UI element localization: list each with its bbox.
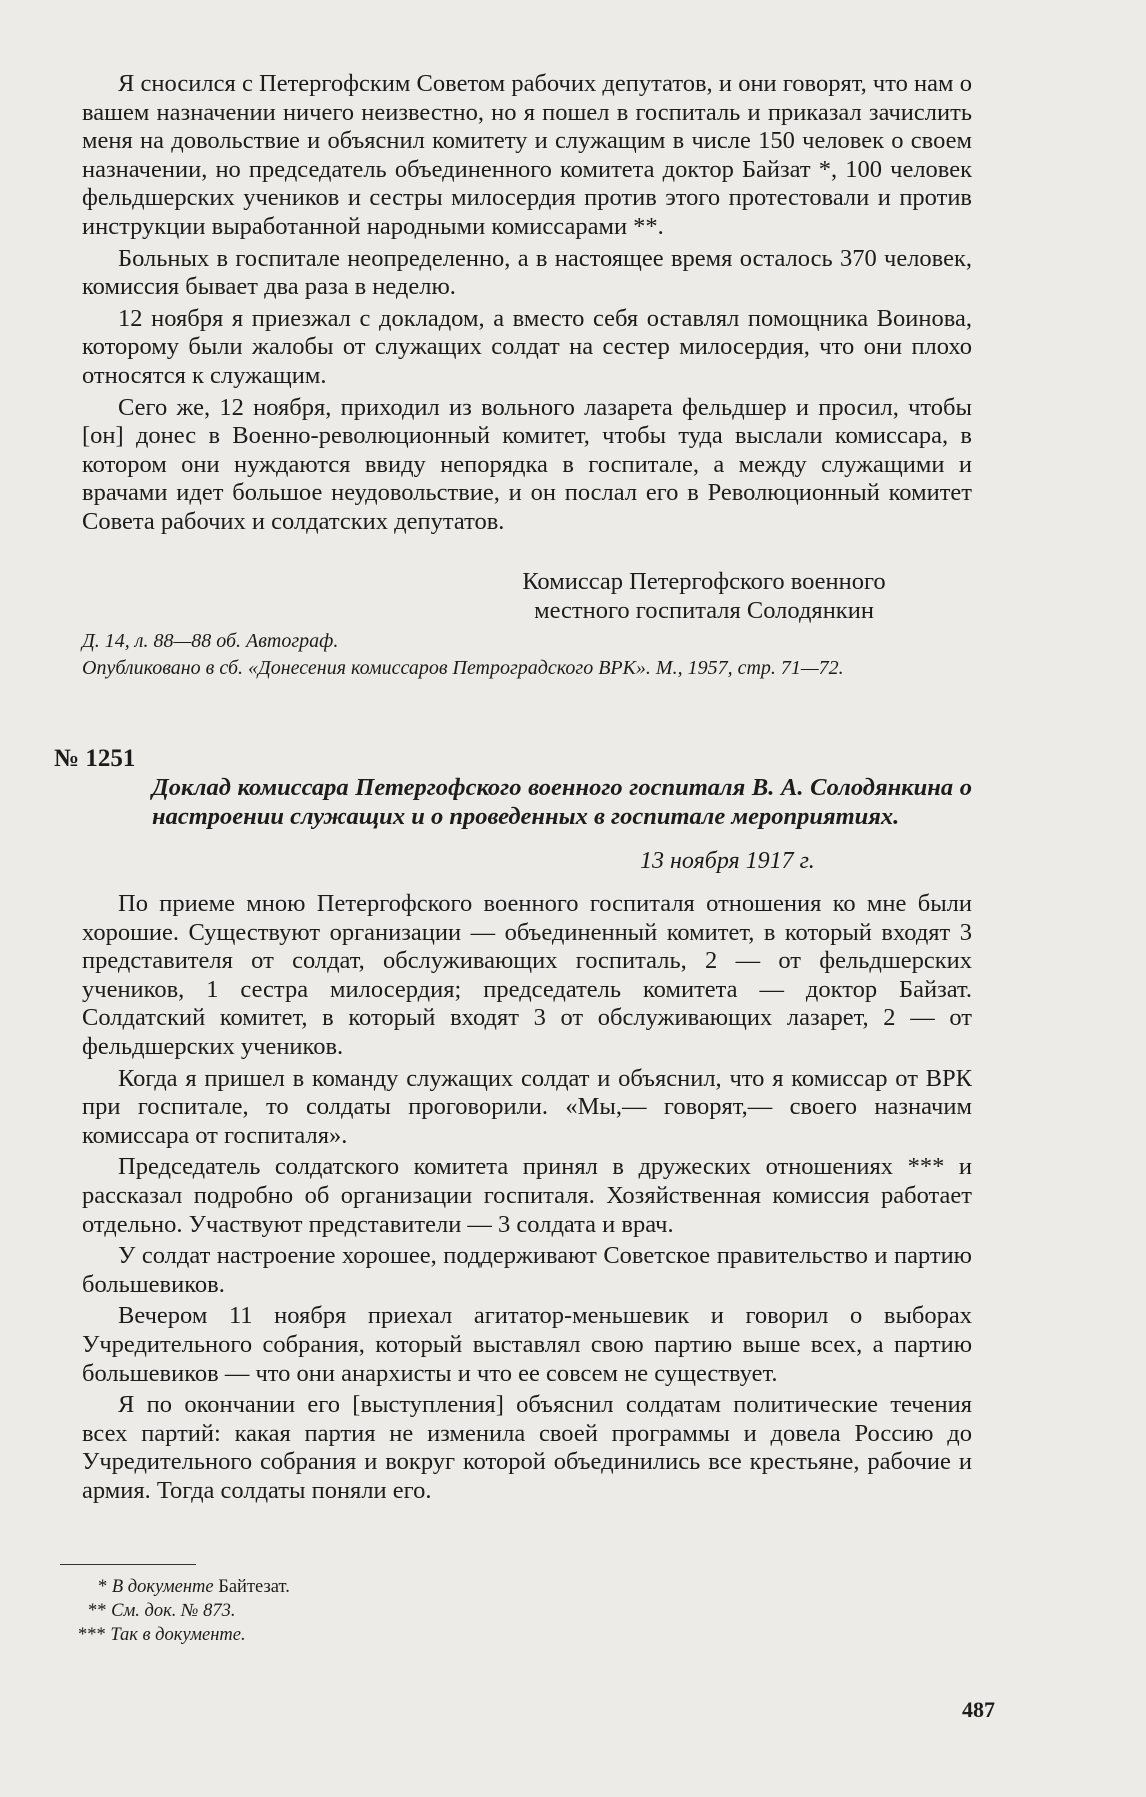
paragraph: Я сносился с Петергофским Советом рабочих депутатов, и они говорят, что нам о вашем назначении ничего неизвестно, но я пошел в госпиталь и приказал зачислить меня на довольствие и объяснил комитету и служащим в числе 150 человек о своем назначении, но председатель объединенного комитета доктор Байзат *, 100 человек фельдшерских учеников и сестры милосердия против этого протестовали и против инструкции выработанной народными комиссарами **. bbox=[82, 70, 972, 240]
signature-block bbox=[474, 568, 934, 625]
paragraph: По приеме мною Петергофского военного госпиталя отношения ко мне были хорошие. Существуют организации — объединенный комитет, в который входят 3 представителя от солдат, обслуживающих госпиталь, 2 — от фельдшерских учеников, 1 сестра милосердия; председатель комитета — доктор Байзат. Солдатский комитет, в который входят 3 от обслуживающих лазарет, 2 — от фельдшерских учеников. bbox=[82, 890, 972, 1060]
document-title: Доклад комиссара Петергофского военного госпиталя В. А. Солодянкина о настроении служащих и о проведенных в госпитале мероприятиях. bbox=[152, 774, 972, 830]
footnote-plain: Байтезат. bbox=[213, 1577, 290, 1597]
paragraph: У солдат настроение хорошее, поддерживают Советское правительство и партию большевиков. bbox=[82, 1242, 972, 1298]
footnote-mark: * bbox=[98, 1577, 108, 1597]
paragraph: 12 ноября я приезжал с докладом, а вместо себя оставлял помощника Воинова, которому были жалобы от служащих солдат на сестер милосердия, что они плохо относятся к служащим. bbox=[82, 304, 972, 389]
footnote-mark: ** bbox=[88, 1601, 107, 1621]
footnote-mark: *** bbox=[78, 1625, 106, 1645]
paragraph: Я по окончании его [выступления] объяснил солдатам политические течения всех партий: какая партия не изменила своей программы и довела Россию до Учредительного собрания и вокруг которой объединились все крестьяне, рабочие и армия. Тогда солдаты поняли его. bbox=[82, 1391, 972, 1504]
footnote bbox=[88, 1600, 235, 1622]
document-body bbox=[82, 890, 972, 1508]
paragraph: Сего же, 12 ноября, приходил из вольного лазарета фельдшер и просил, чтобы [он] донес в Военно-революционный комитет, чтобы туда выслали комиссара, в котором они нуждаются ввиду непорядка в госпитале, а между служащими и врачами идет большое неудовольствие, и он послал его в Революционный комитет Совета рабочих и солдатских депутатов. bbox=[82, 393, 972, 535]
signature-line-2: местного госпиталя Солодянкин bbox=[534, 596, 874, 624]
paragraph: Больных в госпитале неопределенно, а в настоящее время осталось 370 человек, комиссия бывает два раза в неделю. bbox=[82, 244, 972, 301]
signature-line-1: Комиссар Петергофского военного bbox=[522, 568, 886, 595]
footnote-italic: См. док. № 873. bbox=[111, 1601, 236, 1621]
paragraph: Вечером 11 ноября приехал агитатор-меньшевик и говорил о выборах Учредительного собрания, который выставлял свою партию выше всех, а партию большевиков — что они анархисты и что ее совсем не существует. bbox=[82, 1302, 972, 1387]
top-text-block bbox=[82, 70, 972, 540]
footnote bbox=[78, 1624, 246, 1646]
publication-prefix: Опубликовано в сб. bbox=[82, 657, 249, 679]
paragraph: Председатель солдатского комитета принял в дружеских отношениях *** и рассказал подробно об организации госпиталя. Хозяйственная комиссия работает отдельно. Участвуют представители — 3 солдата и врач. bbox=[82, 1153, 972, 1238]
document-date: 13 ноября 1917 г. bbox=[640, 848, 815, 874]
source-note bbox=[82, 628, 972, 682]
footnote-divider bbox=[60, 1564, 196, 1565]
paragraph: Когда я пришел в команду служащих солдат и объяснил, что я комиссар от ВРК при госпитале, то солдаты проговорили. «Мы,— говорят,— своего назначим комиссара от госпиталя». bbox=[82, 1064, 972, 1149]
publication-suffix: . М., 1957, стр. 71—72. bbox=[645, 657, 844, 679]
footnote bbox=[98, 1576, 290, 1598]
document-number: № 1251 bbox=[54, 745, 136, 772]
publication-title: «Донесения комиссаров Петроградского ВРК» bbox=[248, 657, 646, 679]
footnote-italic: Так в документе. bbox=[110, 1625, 246, 1645]
publication-reference bbox=[82, 655, 972, 682]
archive-reference: Д. 14, л. 88—88 об. Автограф. bbox=[82, 630, 339, 652]
footnote-italic: В документе bbox=[111, 1577, 214, 1597]
page-number: 487 bbox=[962, 1697, 995, 1722]
